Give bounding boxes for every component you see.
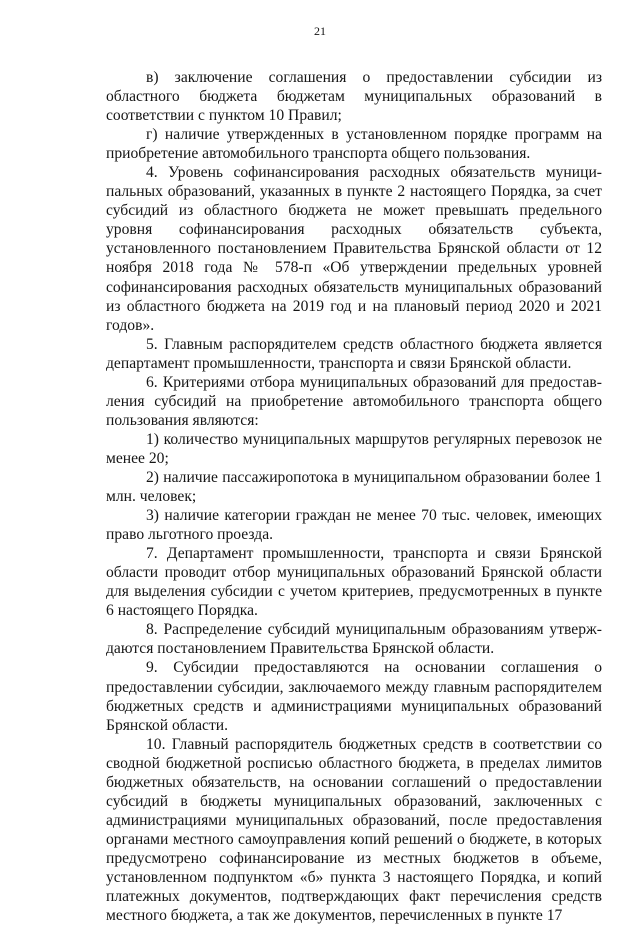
paragraph-5: 5. Главным распорядителем средств областного бюджета является департамент промышленности, транспорта и связи Брянской области. bbox=[106, 335, 602, 372]
paragraph-7: 7. Департамент промышленности, транспорта и связи Брянской области проводит отбор муниципальных образований Брянской области для выделения субсидии с учетом критериев, предусмотренных в пункте 6 настоящего Порядка. bbox=[106, 545, 602, 620]
criterion-2: 2) наличие пассажиропотока в муниципальном образовании более 1 млн. человек; bbox=[106, 468, 602, 506]
paragraph-8: 8. Распределение субсидий муниципальным образованиям утверждаются постановлением Правительства Брянской области. bbox=[106, 621, 602, 658]
paragraph-10: 10. Главный распорядитель бюджетных средств в соответствии со сводной бюджетной росписью областного бюджета, в пределах лимитов бюджетных обязательств, на основании соглашений о предоставлении субсидий в бюджеты муниципальных образований, заключенных с администрациями муниципальных образований, после предоставления органами местного самоуправления копий решений о бюджете, в которых предусмотрено софинансирование из местных бюджетов в объеме, установленном подпунктом «б» пункта 3 настоящего Порядка, и копий платежных документов, подтверждающих факт перечисления средств местного бюджета, а так же документов, перечисленных в пункте 17 bbox=[106, 735, 602, 925]
criterion-3: 3) наличие категории граждан не менее 70 тыс. человек, имеющих право льготного проезда. bbox=[106, 507, 602, 544]
paragraph-item-g: г) наличие утвержденных в установленном порядке программ на приобретение автомобильного транспорта общего пользования. bbox=[106, 126, 602, 163]
paragraph-4: 4. Уровень софинансирования расходных обязательств муниципальных образований, указанных в пункте 2 настоящего Порядка, за счет субсидий из областного бюджета не может превышать предельного уровня софинансирования расходных обязательств субъекта, установленного постановлением Правительства Брянской области от 12 ноября 2018 года № 578-п «Об утверждении предельных уровней софинансирования расходных обязательств муниципальных образований из областного бюджета на 2019 год и на плановый период 2020 и 2021 годов». bbox=[106, 164, 602, 334]
page-number: 21 bbox=[314, 24, 326, 38]
criterion-1: 1) количество муниципальных маршрутов регулярных перевозок не менее 20; bbox=[106, 430, 602, 467]
paragraph-item-v: в) заключение соглашения о предоставлении субсидии из областного бюджета бюджетам муниципальных образований в соответствии с пунктом 10 Правил; bbox=[106, 69, 602, 125]
paragraph-9: 9. Субсидии предоставляются на основании соглашения о предоставлении субсидии, заключаемого между главным распорядителем бюджетных средств и администрациями муниципальных образований Брянской области. bbox=[106, 659, 602, 734]
paragraph-6: 6. Критериями отбора муниципальных образований для предоставления субсидий на приобретение автомобильного транспорта общего пользования являются: bbox=[106, 373, 602, 429]
document-body bbox=[106, 68, 602, 925]
